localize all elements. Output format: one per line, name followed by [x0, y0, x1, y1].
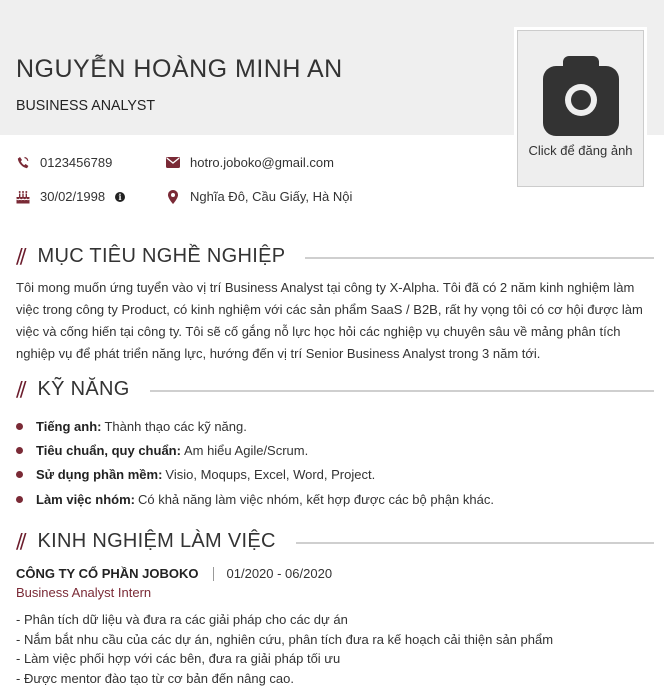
bullet — [16, 423, 23, 430]
divider — [213, 567, 214, 581]
contact-address[interactable] — [166, 189, 352, 204]
experience-heading[interactable]: KINH NGHIỆM LÀM VIỆC — [37, 529, 276, 552]
skills-heading[interactable]: KỸ NĂNG — [37, 377, 130, 400]
skill-text: Thành thạo các kỹ năng. — [104, 418, 247, 434]
phone-value: 0123456789 — [40, 155, 113, 170]
experience-section-header — [16, 529, 654, 553]
work-period[interactable]: 01/2020 - 06/2020 — [226, 566, 333, 581]
bullet — [16, 447, 23, 454]
envelope-icon — [166, 156, 180, 170]
duty-item[interactable]: - Nắm bắt nhu cầu của các dự án, nghiên cứu, phân tích đưa ra kế hoạch cải thiện sản phẩm — [16, 631, 554, 647]
candidate-name[interactable]: NGUYỄN HOÀNG MINH AN — [16, 55, 343, 83]
skill-text: Am hiểu Agile/Scrum. — [183, 442, 309, 458]
section-divider — [296, 542, 654, 544]
skill-item[interactable] — [16, 487, 494, 511]
duty-item[interactable]: - Được mentor đào tạo từ cơ bản đến nâng cao. — [16, 670, 294, 686]
section-slash: // — [16, 529, 24, 553]
section-slash: // — [16, 244, 24, 268]
birthday-cake-icon — [16, 190, 30, 204]
skill-text: Có khả năng làm việc nhóm, kết hợp được các bộ phận khác. — [137, 491, 494, 507]
bullet — [16, 471, 23, 478]
skill-label: Làm việc nhóm: — [36, 491, 135, 507]
photo-upload-label: Click để đăng ảnh — [528, 143, 633, 158]
map-marker-icon — [166, 190, 180, 204]
section-divider — [305, 257, 654, 259]
skill-item[interactable] — [16, 438, 494, 462]
contact-birthday[interactable] — [16, 189, 125, 204]
duties-list — [16, 610, 553, 688]
job-title[interactable]: BUSINESS ANALYST — [16, 97, 156, 114]
skill-label: Sử dụng phần mềm: — [36, 467, 163, 483]
camera-icon — [543, 56, 619, 136]
skill-item[interactable] — [16, 414, 494, 438]
objective-heading[interactable]: MỤC TIÊU NGHỀ NGHIỆP — [37, 244, 286, 267]
duty-item[interactable]: - Làm việc phối hợp với các bên, đưa ra giải pháp tối ưu — [16, 651, 341, 666]
contact-email[interactable] — [166, 155, 334, 170]
bullet — [16, 496, 23, 503]
job-role[interactable]: Business Analyst Intern — [16, 585, 152, 600]
company-name[interactable]: CÔNG TY CỔ PHẦN JOBOKO — [16, 566, 199, 581]
skills-section-header — [16, 377, 654, 401]
section-divider — [150, 390, 654, 392]
email-value: hotro.joboko@gmail.com — [190, 155, 334, 170]
info-icon[interactable]: i — [115, 192, 125, 202]
experience-company-row — [16, 566, 332, 581]
skills-list — [16, 414, 494, 511]
objective-section-header — [16, 244, 654, 268]
address-value: Nghĩa Đô, Cầu Giấy, Hà Nội — [190, 189, 353, 204]
skill-label: Tiếng anh: — [36, 418, 102, 434]
skill-label: Tiêu chuẩn, quy chuẩn: — [36, 442, 181, 458]
phone-icon — [16, 156, 30, 170]
photo-upload[interactable] — [517, 30, 644, 187]
section-slash: // — [16, 377, 24, 401]
objective-text[interactable]: Tôi mong muốn ứng tuyển vào vị trí Business Analyst tại công ty X-Alpha. Tôi đã có 2 năm kinh nghiệm làm việc trong công ty Product, có kinh nghiệm với các sản phẩm SaaS / B2B, rất hy vọng tôi có cơ hội được làm việc và cống hiến tại công ty. Tôi sẽ cố gắng nỗ lực học hỏi các nghiệp vụ chuyên sâu về mảng phân tích nghiệp vụ để phát triển năng lực, hướng đến vị trí Senior Business Analyst trong 3 năm tới. — [16, 280, 643, 361]
contact-phone[interactable] — [16, 155, 112, 170]
skill-text: Visio, Moqups, Excel, Word, Project. — [165, 467, 376, 483]
skill-item[interactable] — [16, 463, 494, 487]
birthday-value: 30/02/1998 — [40, 189, 106, 204]
duty-item[interactable]: - Phân tích dữ liệu và đưa ra các giải pháp cho các dự án — [16, 612, 348, 627]
